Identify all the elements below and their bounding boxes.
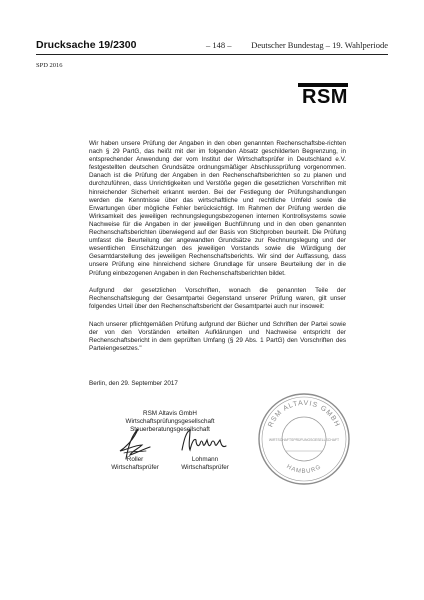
paragraph-legal-basis: Aufgrund der gesetzlichen Vorschriften, wonach die genannten Teile der Rechenschaftslegung der Gesamtpartei Gegenstand unserer Prüfung waren, gilt unser folgendes Urteil über den Rechenschaftsbericht der Gesamtpartei auch nur insoweit:	[89, 287, 346, 311]
signer-lohmann	[170, 456, 240, 472]
signer-name: Roller	[126, 456, 144, 463]
place-date: Berlin, den 29. September 2017	[89, 380, 178, 387]
seal-top-text: RSM ALTAVIS GMBH	[267, 399, 341, 429]
seal-center-text: WIRTSCHAFTSPRÜFUNGSGESELLSCHAFT	[268, 438, 340, 442]
svg-text:HAMBURG	[285, 464, 322, 475]
svg-text:RSM ALTAVIS GMBH	[267, 400, 340, 428]
signature-lohmann	[178, 426, 230, 456]
firm-line-3: Steuerberatungsgesellschaft	[130, 426, 210, 433]
signer-roller	[100, 456, 170, 472]
publisher-label: Deutscher Bundestag – 19. Wahlperiode	[251, 40, 388, 50]
official-seal	[256, 391, 352, 487]
document-number: Drucksache 19/2300	[36, 39, 137, 51]
page-marker: – 148 –	[206, 40, 232, 50]
party-label: SPD 2016	[36, 62, 63, 69]
rsm-logo: RSM	[302, 86, 348, 108]
paragraph-opinion: Nach unserer pflichtgemäßen Prüfung aufgrund der Bücher und Schriften der Partei sowie der von den Vorständen erteilten Aufklärungen und Nachweise entspricht der Rechenschaftsbericht in dem geprüften Umfang (§ 29 Abs. 1 PartG) den Vorschriften des Parteiengesetzes."	[89, 321, 346, 353]
seal-bottom-text: HAMBURG	[285, 463, 323, 476]
firm-name: RSM Altavis GmbH	[143, 410, 197, 417]
signer-name: Lohmann	[191, 456, 219, 463]
signer-title: Wirtschaftsprüfer	[181, 463, 229, 471]
firm-line-2: Wirtschaftsprüfungsgesellschaft	[125, 418, 215, 425]
running-header	[36, 39, 388, 53]
signer-title: Wirtschaftsprüfer	[111, 463, 159, 471]
paragraph-audit-scope: Wir haben unsere Prüfung der Angaben in den oben genannten Rechenschaftsbe-richten nach § 29 PartG, das heißt mit der im folgenden Absatz geschilderten Begrenzung, in entsprechender Anwendung der vom Institut der Wirtschaftsprüfer in Deutschland e.V. festgestellten deutschen Grundsätze ordnungsmäßiger Abschlussprüfung vorgenommen. Danach ist die Prüfung der Angaben in den Rechenschaftsberichten so zu planen und durchzuführen, dass Unrichtigkeiten und Verstöße gegen die gesetzlichen Vorschriften mit hinreichender Sicherheit erkannt werden. Bei der Festlegung der Prüfungshandlungen werden die Kenntnisse über das wirtschaftliche und rechtliche Umfeld sowie die Erwartungen über mögliche Fehler berücksichtigt. Im Rahmen der Prüfung werden die Wirksamkeit des jeweiligen rechnungslegungsbezogenen internen Kontrollsystems sowie Nachweise für die Angaben in der jeweiligen Buchführung und in den oben genannten Rechenschaftsberichten überwiegend auf der Basis von Stichproben beurteilt. Die Prüfung umfasst die Beurteilung der angewandten Grundsätze zur Rechnungslegung und der wesentlichen Einschätzungen des jeweiligen Vorstands sowie die Würdigung der Gesamtdarstellung des jeweiligen Rechenschaftsberichts. Wir sind der Auffassung, dass unsere Prüfung eine hinreichend sichere Grundlage für unsere Beurteilung der in die Prüfung einbezogenen Angaben in den Rechenschaftsberichten bildet.	[89, 140, 346, 277]
header-rule	[36, 54, 388, 55]
